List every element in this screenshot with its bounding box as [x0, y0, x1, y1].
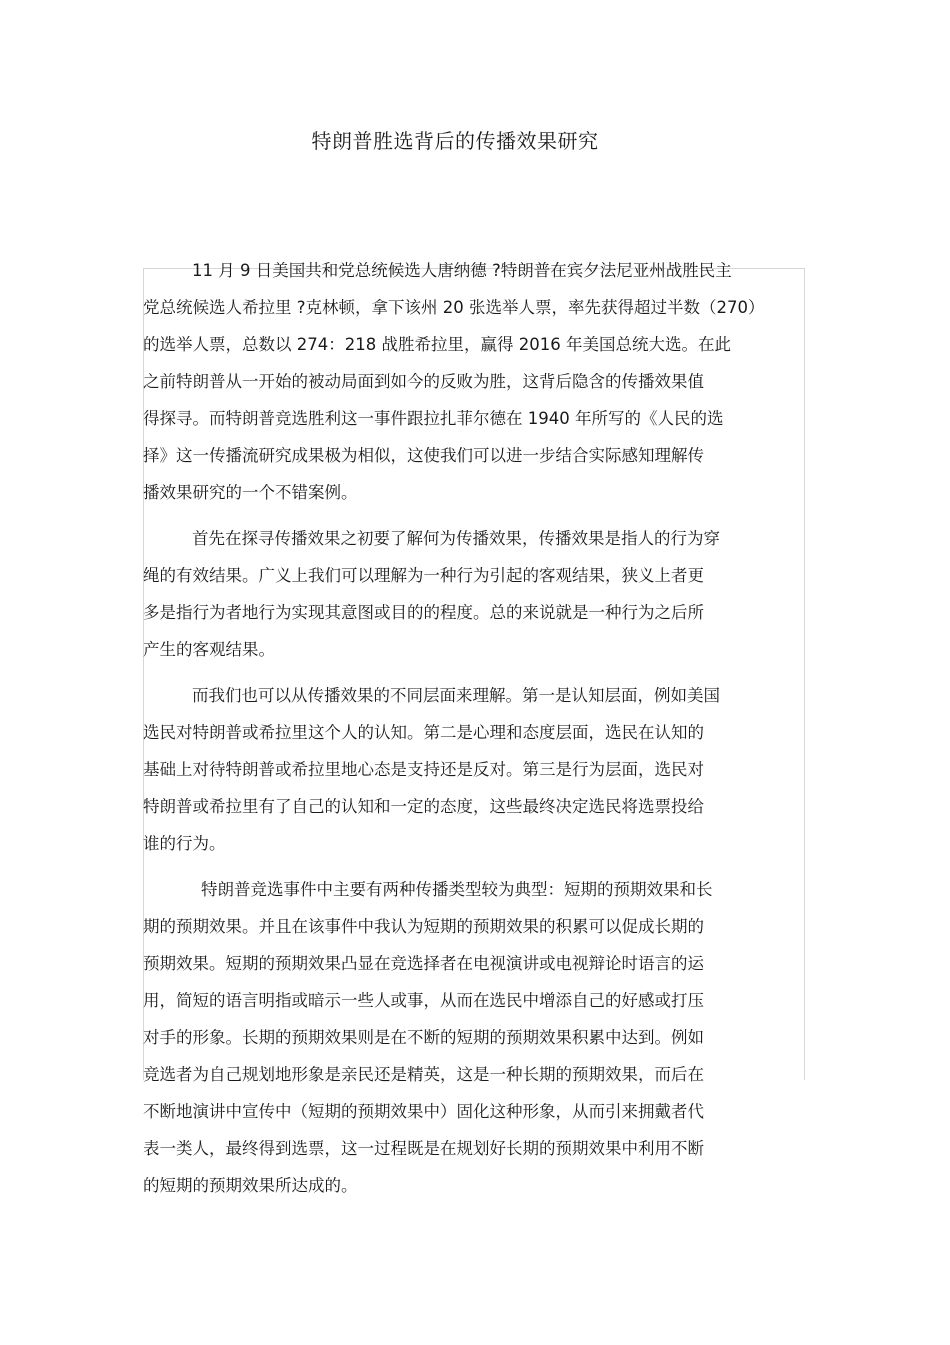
text-line: 首先在探寻传播效果之初要了解何为传播效果，传播效果是指人的行为穿 — [192, 529, 720, 548]
text-line: 基础上对待特朗普或希拉里地心态是支持还是反对。第三是行为层面，选民对 — [143, 760, 704, 779]
document-body — [143, 252, 808, 1204]
text-line: 特朗普竞选事件中主要有两种传播类型较为典型：短期的预期效果和长 — [201, 880, 713, 899]
text-line: 之前特朗普从一开始的被动局面到如今的反败为胜，这背后隐含的传播效果值 — [143, 372, 704, 391]
text-line: 特朗普或希拉里有了自己的认知和一定的态度，这些最终决定选民将选票投给 — [143, 797, 704, 816]
paragraph-4 — [143, 871, 808, 1204]
text-line: 得探寻。而特朗普竞选胜利这一事件跟拉扎菲尔德在 1940 年所写的《人民的选 — [143, 409, 724, 428]
text-line: 绳的有效结果。广义上我们可以理解为一种行为引起的客观结果，狭义上者更 — [143, 566, 704, 585]
document-title: 特朗普胜选背后的传播效果研究 — [311, 129, 599, 153]
text-line: 预期效果。短期的预期效果凸显在竞选择者在电视演讲或电视辩论时语言的运 — [143, 954, 704, 973]
paragraph-3 — [143, 677, 808, 862]
text-line: 选民对特朗普或希拉里这个人的认知。第二是心理和态度层面，选民在认知的 — [143, 723, 704, 742]
text-line: 而我们也可以从传播效果的不同层面来理解。第一是认知层面，例如美国 — [192, 686, 720, 705]
text-line: 表一类人，最终得到选票，这一过程既是在规划好长期的预期效果中利用不断 — [143, 1139, 704, 1158]
text-line: 的选举人票，总数以 274：218 战胜希拉里，赢得 2016 年美国总统大选。在此 — [143, 335, 731, 354]
text-line: 用，简短的语言明指或暗示一些人或事，从而在选民中增添自己的好感或打压 — [143, 991, 704, 1010]
text-line: 不断地演讲中宣传中（短期的预期效果中）固化这种形象，从而引来拥戴者代 — [143, 1102, 704, 1121]
text-line: 竞选者为自己规划地形象是亲民还是精英，这是一种长期的预期效果，而后在 — [143, 1065, 704, 1084]
text-line: 产生的客观结果。 — [143, 640, 275, 659]
paragraph-2 — [143, 520, 808, 668]
text-line: 择》这一传播流研究成果极为相似，这使我们可以进一步结合实际感知理解传 — [143, 446, 704, 465]
text-line: 党总统候选人希拉里 ?克林顿，拿下该州 20 张选举人票，率先获得超过半数（270） — [143, 298, 765, 317]
paragraph-gap — [143, 511, 808, 520]
text-line: 的短期的预期效果所达成的。 — [143, 1176, 358, 1195]
text-line: 11 月 9 日美国共和党总统候选人唐纳德 ?特朗普在宾夕法尼亚州战胜民主 — [192, 261, 732, 280]
paragraph-gap — [143, 862, 808, 871]
text-line: 播效果研究的一个不错案例。 — [143, 483, 358, 502]
text-line: 谁的行为。 — [143, 834, 226, 853]
paragraph-gap — [143, 668, 808, 677]
text-line: 期的预期效果。并且在该事件中我认为短期的预期效果的积累可以促成长期的 — [143, 917, 704, 936]
text-line: 多是指行为者地行为实现其意图或目的的程度。总的来说就是一种行为之后所 — [143, 603, 704, 622]
paragraph-1 — [143, 252, 808, 511]
text-line: 对手的形象。长期的预期效果则是在不断的短期的预期效果积累中达到。例如 — [143, 1028, 704, 1047]
